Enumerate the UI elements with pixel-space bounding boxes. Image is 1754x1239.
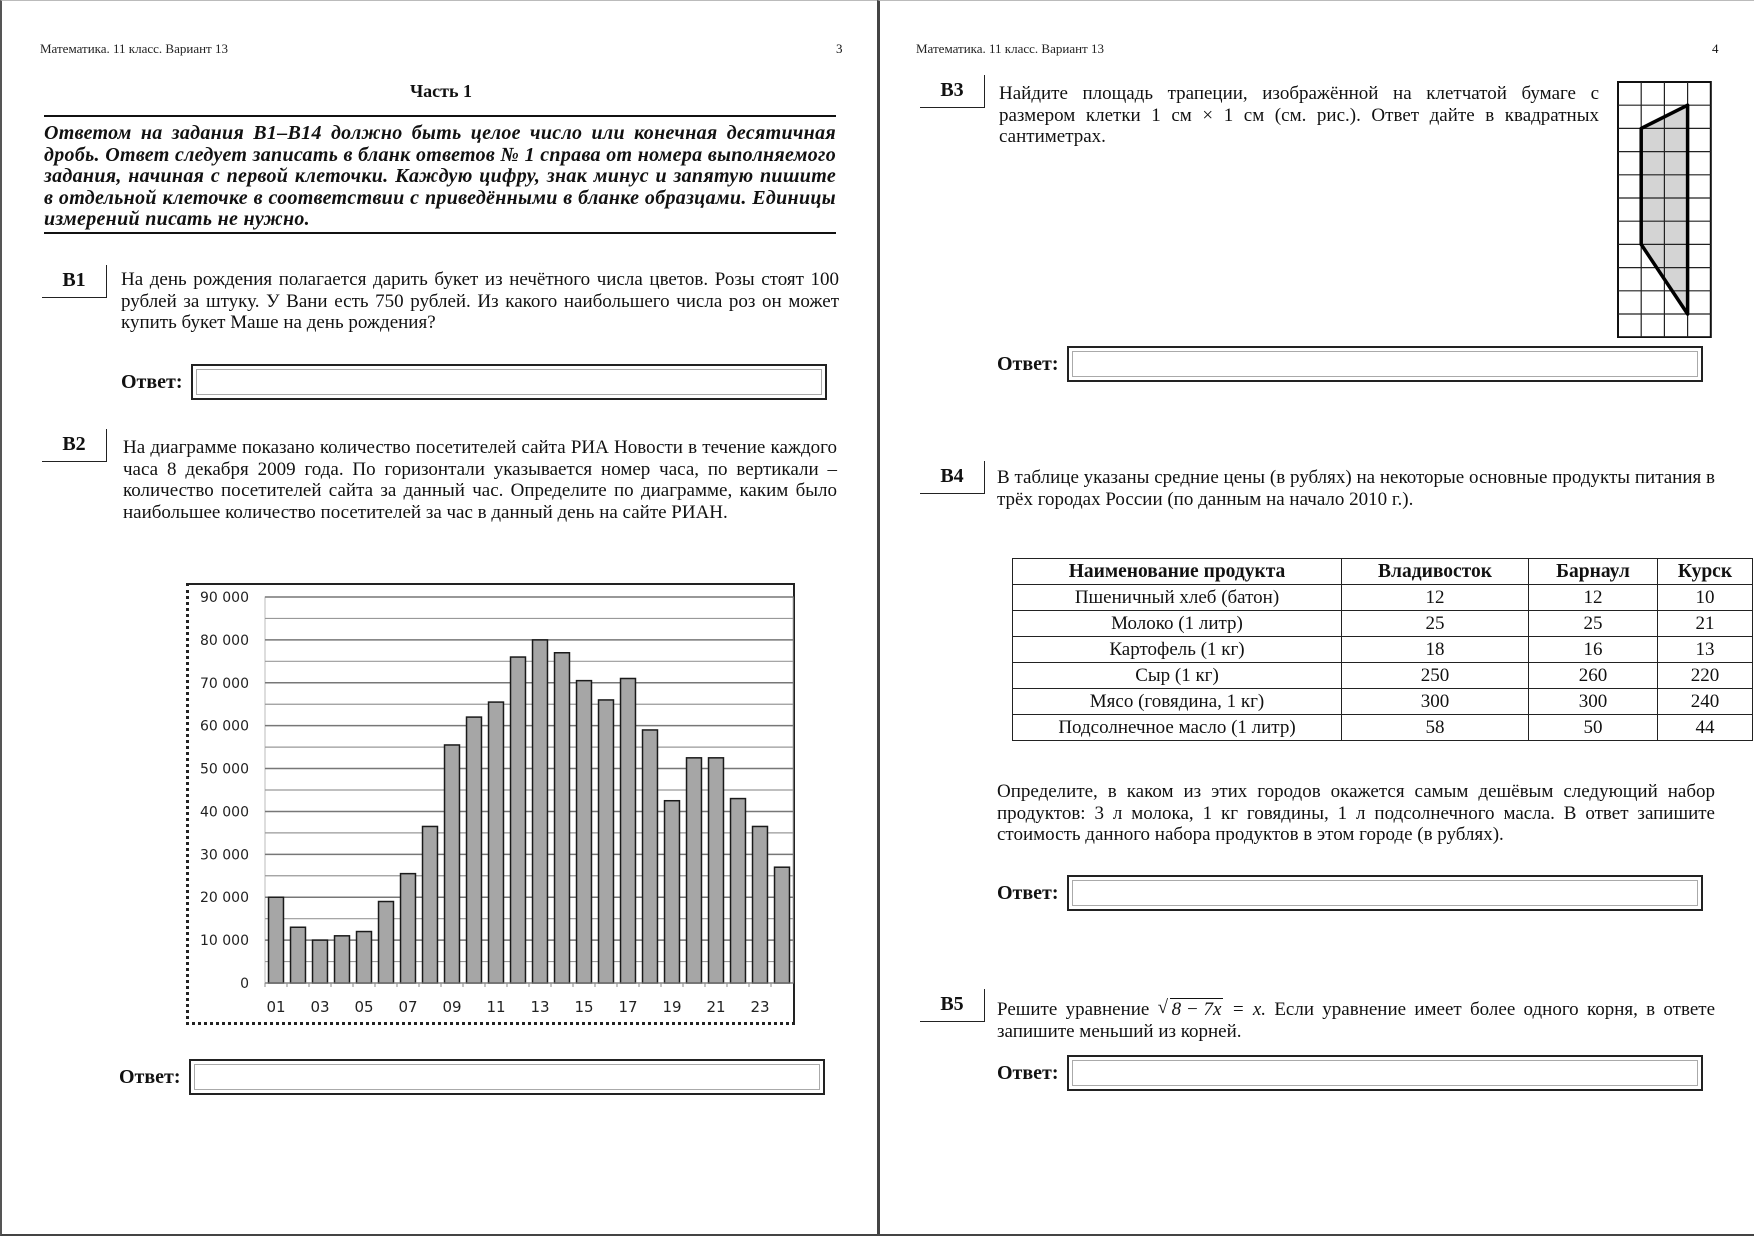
sqrt-expression <box>1158 999 1224 1021</box>
table-cell: 50 <box>1529 715 1658 741</box>
table-cell: 260 <box>1529 663 1658 689</box>
x-tick-label: 15 <box>574 998 594 1016</box>
chart-bar-19 <box>665 801 680 983</box>
table-row <box>1013 663 1753 689</box>
table-cell: 12 <box>1342 585 1529 611</box>
table-cell: Подсолнечное масло (1 литр) <box>1013 715 1342 741</box>
page-number: 3 <box>836 41 843 56</box>
x-tick-label: 17 <box>618 998 638 1016</box>
table-header-cell: Барнаул <box>1529 559 1658 585</box>
prices-table <box>1012 558 1753 741</box>
chart-bar-16 <box>599 700 614 983</box>
answer-label: Ответ: <box>997 881 1059 904</box>
radicand: 8 − 7x <box>1171 999 1222 1020</box>
table-cell: 25 <box>1342 611 1529 637</box>
page-3 <box>0 0 878 1236</box>
y-tick-label: 70 000 <box>200 675 249 692</box>
table-cell: 10 <box>1658 585 1753 611</box>
chart-bar-20 <box>687 758 702 983</box>
table-cell: 21 <box>1658 611 1753 637</box>
chart-bar-11 <box>489 702 504 983</box>
chart-bar-18 <box>643 730 658 983</box>
table-cell: Сыр (1 кг) <box>1013 663 1342 689</box>
task-marker-b5: B5 <box>920 989 985 1022</box>
equation-rhs: = x. <box>1231 999 1267 1020</box>
b5-text-before: Решите уравнение <box>997 999 1150 1020</box>
chart-bar-15 <box>577 681 592 983</box>
x-tick-label: 13 <box>530 998 550 1016</box>
task-marker-b3: B3 <box>920 75 985 108</box>
table-header-cell: Владивосток <box>1342 559 1529 585</box>
answer-box-b1[interactable] <box>191 364 827 400</box>
answer-label: Ответ: <box>121 370 183 393</box>
answer-box-b3[interactable] <box>1067 346 1703 382</box>
task-b1-text: На день рождения полагается дарить букет из нечётного числа цветов. Розы стоят 100 рублей за штуку. У Вани есть 750 рублей. Из какого наибольшего числа роз он может купить букет Маше на день рождения? <box>121 269 839 333</box>
part-title: Часть 1 <box>409 81 473 101</box>
chart-bar-13 <box>533 640 548 983</box>
table-cell: 220 <box>1658 663 1753 689</box>
task-b5-text <box>997 999 1715 1042</box>
y-tick-label: 30 000 <box>200 847 249 864</box>
answer-row-b5 <box>997 1055 1703 1091</box>
chart-bar-09 <box>445 745 460 983</box>
running-head: Математика. 11 класс. Вариант 13 <box>916 41 1104 56</box>
task-marker-b2: B2 <box>42 429 107 462</box>
chart-bar-23 <box>753 826 768 983</box>
y-tick-label: 60 000 <box>200 718 249 735</box>
table-row <box>1013 715 1753 741</box>
chart-bar-05 <box>357 932 372 983</box>
answer-row-b3 <box>997 346 1703 382</box>
answer-label: Ответ: <box>119 1065 181 1088</box>
task-marker-b1: B1 <box>42 265 107 298</box>
y-tick-label: 90 000 <box>200 590 249 606</box>
chart-bar-01 <box>269 897 284 983</box>
chart-bar-22 <box>731 799 746 983</box>
x-tick-label: 07 <box>398 998 418 1016</box>
table-row <box>1013 637 1753 663</box>
table-cell: 44 <box>1658 715 1753 741</box>
answer-row-b1 <box>121 364 827 400</box>
chart-bar-02 <box>291 927 306 983</box>
chart-bar-24 <box>775 867 790 983</box>
page-number: 4 <box>1712 41 1719 56</box>
answer-label: Ответ: <box>997 352 1059 375</box>
chart-bar-17 <box>621 678 636 983</box>
x-tick-label: 23 <box>750 998 770 1016</box>
table-cell: Картофель (1 кг) <box>1013 637 1342 663</box>
task-b4-text: В таблице указаны средние цены (в рублях) на некоторые основные продукты питания в трёх городах России (по данным на начало 2010 г.). <box>997 467 1715 510</box>
table-cell: 25 <box>1529 611 1658 637</box>
table-row <box>1013 611 1753 637</box>
y-tick-label: 80 000 <box>200 632 249 649</box>
chart-bar-06 <box>379 902 394 983</box>
y-tick-label: 20 000 <box>200 890 249 907</box>
chart-bar-07 <box>401 874 416 983</box>
y-tick-label: 50 000 <box>200 761 249 778</box>
table-row <box>1013 585 1753 611</box>
table-cell: 12 <box>1529 585 1658 611</box>
chart-bar-14 <box>555 653 570 983</box>
table-cell: 250 <box>1342 663 1529 689</box>
answer-box-b4[interactable] <box>1067 875 1703 911</box>
table-header-cell: Наименование продукта <box>1013 559 1342 585</box>
table-cell: Мясо (говядина, 1 кг) <box>1013 689 1342 715</box>
x-tick-label: 05 <box>354 998 374 1016</box>
table-header-cell: Курск <box>1658 559 1753 585</box>
x-tick-label: 09 <box>442 998 462 1016</box>
table-cell: 13 <box>1658 637 1753 663</box>
answer-box-b2[interactable] <box>189 1059 825 1095</box>
task-b2-text: На диаграмме показано количество посетителей сайта РИА Новости в течение каждого часа 8 декабря 2009 года. По горизонтали указывается номер часа, по вертикали – количество посетителей сайта за данный час. Определите по диаграмме, каким было наибольшее количество посетителей за час в данный день на сайте РИАН. <box>123 437 837 523</box>
answer-row-b2 <box>119 1059 825 1095</box>
chart-bar-12 <box>511 657 526 983</box>
chart-bar-10 <box>467 717 482 983</box>
running-head: Математика. 11 класс. Вариант 13 <box>40 41 228 56</box>
task-b4-question: Определите, в каком из этих городов окажется самым дешёвым следующий набор продуктов: 3 л молока, 1 кг говядины, 1 л подсолнечного масла. В ответ запишите стоимость данного набора продуктов в этом городе (в рублях). <box>997 781 1715 845</box>
x-tick-label: 11 <box>486 998 506 1016</box>
task-marker-b4: B4 <box>920 461 985 494</box>
y-tick-label: 10 000 <box>200 933 249 950</box>
table-cell: 18 <box>1342 637 1529 663</box>
chart-canvas <box>189 585 794 1023</box>
b5-text-after: Если уравнение имеет более одного корня, в ответе запишите меньший из корней. <box>997 999 1716 1042</box>
table-cell: Пшеничный хлеб (батон) <box>1013 585 1342 611</box>
answer-row-b4 <box>997 875 1703 911</box>
sqrt-icon: √ <box>1157 997 1169 1018</box>
answer-box-b5[interactable] <box>1067 1055 1703 1091</box>
x-tick-label: 21 <box>706 998 726 1016</box>
x-tick-label: 01 <box>266 998 286 1016</box>
table-cell: 58 <box>1342 715 1529 741</box>
instructions-block: Ответом на задания В1–В14 должно быть целое число или конечная десятичная дробь. Ответ следует записать в бланк ответов № 1 справа от номера выполняемого задания, начиная с первой клеточки. Каждую цифру, знак минус и запятую пишите в отдельной клеточке в соответствии с приведёнными в бланке образцами. Единицы измерений писать не нужно. <box>44 115 836 234</box>
table-cell: 240 <box>1658 689 1753 715</box>
chart-bar-08 <box>423 826 438 983</box>
chart-bar-03 <box>313 940 328 983</box>
y-tick-label: 0 <box>240 976 249 992</box>
table-row <box>1013 689 1753 715</box>
table-cell: 300 <box>1529 689 1658 715</box>
x-tick-label: 19 <box>662 998 682 1016</box>
visitors-bar-chart <box>186 583 795 1025</box>
x-tick-label: 03 <box>310 998 330 1016</box>
chart-bar-21 <box>709 758 724 983</box>
task-b3-text: Найдите площадь трапеции, изображённой на клетчатой бумаге с размером клетки 1 см × 1 см (см. рис.). Ответ дайте в квадратных сантиметрах. <box>999 83 1599 147</box>
answer-label: Ответ: <box>997 1061 1059 1084</box>
table-cell: Молоко (1 литр) <box>1013 611 1342 637</box>
table-cell: 16 <box>1529 637 1658 663</box>
table-header-row <box>1013 559 1753 585</box>
y-tick-label: 40 000 <box>200 804 249 821</box>
chart-bar-04 <box>335 936 350 983</box>
table-cell: 300 <box>1342 689 1529 715</box>
trapezoid-grid-figure <box>1616 80 1712 338</box>
